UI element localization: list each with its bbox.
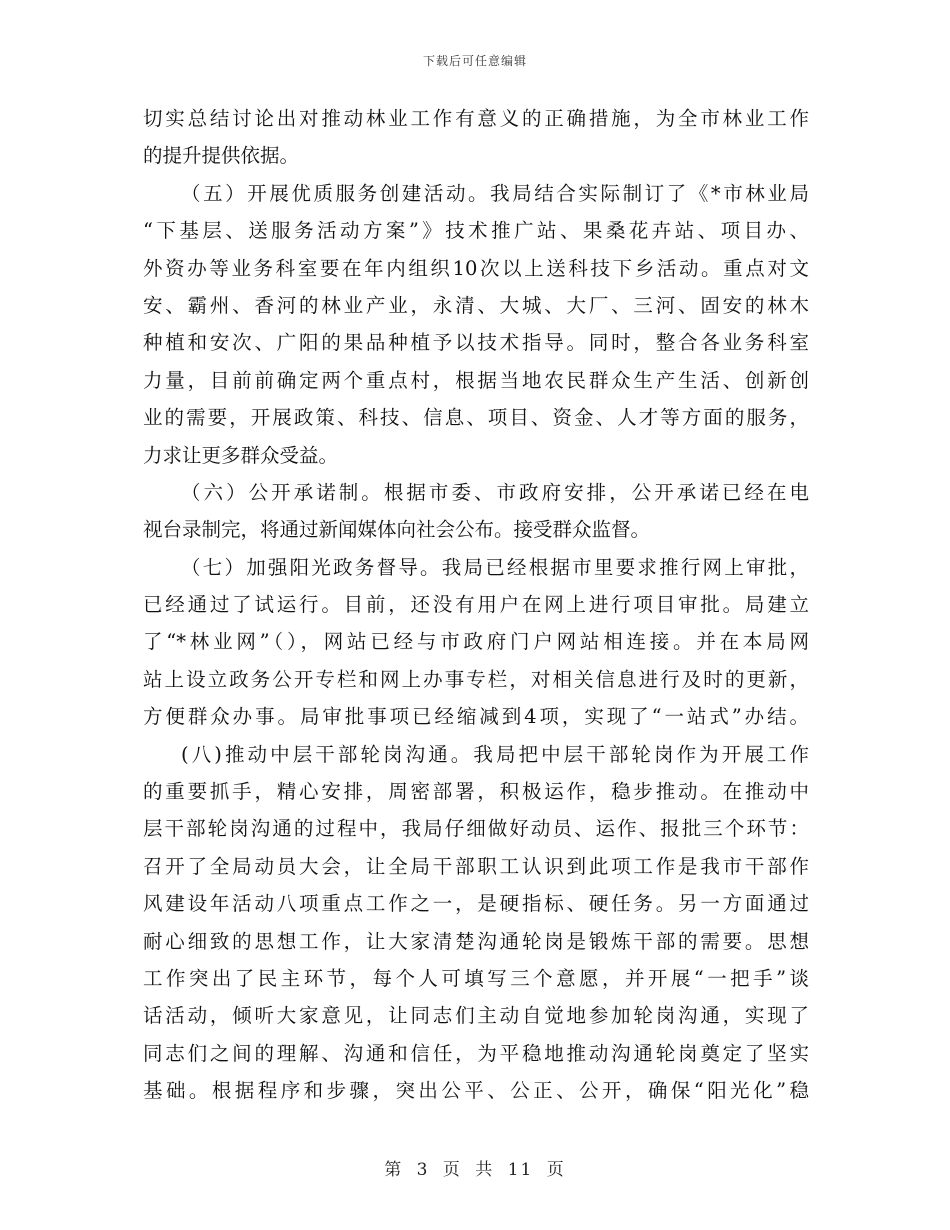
text-line: “下基层、送服务活动方案”》技术推广站、果桑花卉站、项目办、 xyxy=(143,219,809,243)
text-line: 外资办等业务科室要在年内组织10次以上送科技下乡活动。重点对文 xyxy=(143,256,809,280)
text-line: 方便群众办事。局审批事项已经缩减到4项，实现了“一站式”办结。 xyxy=(143,705,809,729)
text-line: 风建设年活动八项重点工作之一，是硬指标、硬任务。另一方面通过 xyxy=(143,892,809,916)
text-line: 种植和安次、广阳的果品种植予以技术指导。同时，整合各业务科室 xyxy=(143,331,809,355)
text-line: 力求让更多群众受益。 xyxy=(143,443,339,467)
text-line: 的提升提供依据。 xyxy=(143,144,300,168)
text-line: （六）公开承诺制。根据市委、市政府安排，公开承诺已经在电 xyxy=(181,480,809,504)
text-line: 站上设立政务公开专栏和网上办事专栏，对相关信息进行及时的更新， xyxy=(143,667,809,691)
text-line: 层干部轮岗沟通的过程中，我局仔细做好动员、运作、报批三个环节： xyxy=(143,817,809,841)
text-line: 力量，目前前确定两个重点村，根据当地农民群众生产生活、创新创 xyxy=(143,368,809,392)
page-footer: 第 3 页 共 11 页 xyxy=(384,1160,566,1180)
text-line: 视台录制完，将通过新闻媒体向社会公布。接受群众监督。 xyxy=(143,518,651,542)
text-line: 同志们之间的理解、沟通和信任，为平稳地推动沟通轮岗奠定了坚实 xyxy=(143,1041,809,1065)
text-line: 已经通过了试运行。目前，还没有用户在网上进行项目审批。局建立 xyxy=(143,593,809,617)
text-line: （五）开展优质服务创建活动。我局结合实际制订了《*市林业局 xyxy=(181,181,809,205)
text-line: 召开了全局动员大会，让全局干部职工认识到此项工作是我市干部作 xyxy=(143,854,809,878)
text-line: 话活动，倾听大家意见，让同志们主动自觉地参加轮岗沟通，实现了 xyxy=(143,1004,809,1028)
text-line: 切实总结讨论出对推动林业工作有意义的正确措施，为全市林业工作 xyxy=(143,107,809,130)
document-body xyxy=(143,100,809,1110)
page-header: 下载后可任意编辑 xyxy=(422,54,527,68)
text-line: 的重要抓手，精心安排，周密部署，积极运作，稳步推动。在推动中 xyxy=(143,780,809,804)
text-line: (八)推动中层干部轮岗沟通。我局把中层干部轮岗作为开展工作 xyxy=(181,742,809,766)
text-line: 工作突出了民主环节，每个人可填写三个意愿，并开展“一把手”谈 xyxy=(143,966,809,990)
text-line: 了“*林业网”（），网站已经与市政府门户网站相连接。并在本局网 xyxy=(143,630,809,654)
text-line: 安、霸州、香河的林业产业，永清、大城、大厂、三河、固安的林木 xyxy=(143,293,809,317)
text-line: 耐心细致的思想工作，让大家清楚沟通轮岗是锻炼干部的需要。思想 xyxy=(143,929,809,953)
text-line: 业的需要，开展政策、科技、信息、项目、资金、人才等方面的服务， xyxy=(143,406,809,430)
text-line: （七）加强阳光政务督导。我局已经根据市里要求推行网上审批， xyxy=(181,555,809,579)
text-line: 基础。根据程序和步骤，突出公平、公正、公开，确保“阳光化”稳 xyxy=(143,1079,809,1103)
